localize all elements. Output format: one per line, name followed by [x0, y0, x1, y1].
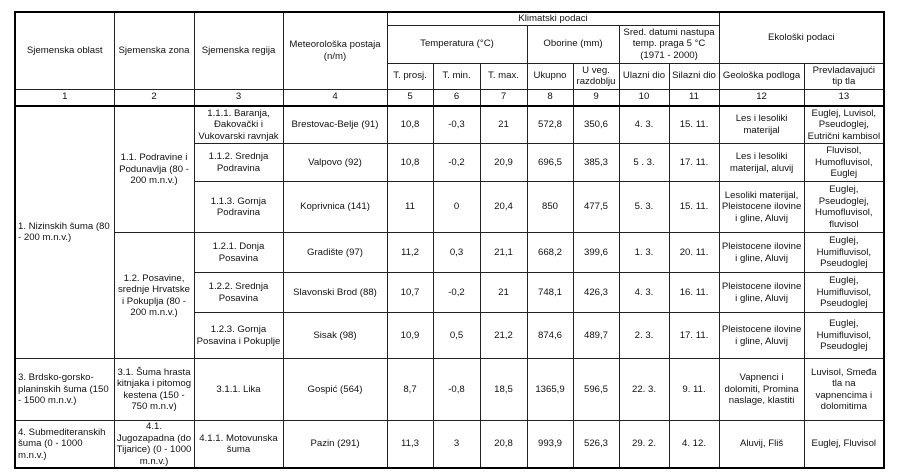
- value-cell: 850: [527, 182, 573, 233]
- column-number: 11: [669, 89, 719, 106]
- value-cell: 385,3: [573, 144, 619, 182]
- value-cell: 20,4: [480, 182, 527, 233]
- column-number: 6: [433, 89, 480, 106]
- postaja-cell: Valpovo (92): [283, 144, 387, 182]
- value-cell: 0,5: [433, 313, 480, 359]
- header-postaja: Meteorološka postaja (n/m): [283, 12, 387, 89]
- column-number: 8: [527, 89, 573, 106]
- value-cell: 1365,9: [527, 359, 573, 421]
- header-oblast: Sjemenska oblast: [15, 12, 114, 89]
- value-cell: Euglej, Pseudoglej, Humofluvisol, fluvisol: [804, 182, 884, 233]
- value-cell: Euglej, Humifluvisol, Pseudoglej: [804, 273, 884, 313]
- value-cell: Euglej, Humifluvisol, Pseudoglej: [804, 313, 884, 359]
- postaja-cell: Slavonski Brod (88): [283, 273, 387, 313]
- column-number: 13: [804, 89, 884, 106]
- zona-cell: 1.2. Posavine, srednje Hrvatske i Pokuplja (80 - 200 m.n.v.): [114, 233, 194, 359]
- regija-cell: 1.1.1. Baranja, Đakovački i Vukovarski ravnjak: [194, 106, 283, 144]
- column-number: 10: [619, 89, 669, 106]
- value-cell: 5 . 3.: [619, 144, 669, 182]
- regija-cell: 1.2.3. Gornja Posavina i Pokuplje: [194, 313, 283, 359]
- value-cell: 489,7: [573, 313, 619, 359]
- value-cell: 9. 11.: [669, 359, 719, 421]
- climate-data-table: [14, 11, 885, 469]
- subheader-4: U veg. razdoblju: [573, 63, 619, 89]
- value-cell: 8,7: [387, 359, 433, 421]
- value-cell: 18,5: [480, 359, 527, 421]
- value-cell: 477,5: [573, 182, 619, 233]
- value-cell: 11,3: [387, 421, 433, 469]
- value-cell: 2. 3.: [619, 313, 669, 359]
- value-cell: 11,2: [387, 233, 433, 273]
- value-cell: Euglej, Humifluvisol, Pseudoglej: [804, 233, 884, 273]
- value-cell: Pleistocene ilovine i gline, Aluvij: [719, 233, 804, 273]
- oblast-cell: 3. Brdsko-gorsko-planinskih šuma (150 - 1500 m.n.v.): [15, 359, 114, 421]
- value-cell: -0,2: [433, 273, 480, 313]
- value-cell: 596,5: [573, 359, 619, 421]
- oblast-cell: 1. Nizinskih šuma (80 - 200 m.n.v.): [15, 106, 114, 359]
- value-cell: Lesoliki materijal, Pleistocene ilovine i gline, Aluvij: [719, 182, 804, 233]
- column-number: 3: [194, 89, 283, 106]
- postaja-cell: Koprivnica (141): [283, 182, 387, 233]
- value-cell: 4. 12.: [669, 421, 719, 469]
- subheader-7: Geološka podloga: [719, 63, 804, 89]
- value-cell: -0,2: [433, 144, 480, 182]
- regija-cell: 1.2.2. Srednja Posavina: [194, 273, 283, 313]
- value-cell: 15. 11.: [669, 106, 719, 144]
- value-cell: 17. 11.: [669, 144, 719, 182]
- value-cell: 17. 11.: [669, 313, 719, 359]
- value-cell: 10,8: [387, 106, 433, 144]
- table-row: [15, 233, 884, 273]
- value-cell: 572,8: [527, 106, 573, 144]
- value-cell: 696,5: [527, 144, 573, 182]
- value-cell: Euglej, Fluvisol: [804, 421, 884, 469]
- value-cell: 526,3: [573, 421, 619, 469]
- zona-cell: 3.1. Šuma hrasta kitnjaka i pitomog kestena (150 - 750 m.n.v): [114, 359, 194, 421]
- value-cell: 15. 11.: [669, 182, 719, 233]
- value-cell: 350,6: [573, 106, 619, 144]
- subheader-0: T. prosj.: [387, 63, 433, 89]
- value-cell: Les i lesoliki materijal: [719, 106, 804, 144]
- value-cell: 4. 3.: [619, 106, 669, 144]
- header-zona: Sjemenska zona: [114, 12, 194, 89]
- postaja-cell: Sisak (98): [283, 313, 387, 359]
- table-row: [15, 359, 884, 421]
- value-cell: 21: [480, 106, 527, 144]
- value-cell: 21,1: [480, 233, 527, 273]
- zona-cell: 1.1. Podravine i Podunavlja (80 - 200 m.n.v.): [114, 106, 194, 233]
- value-cell: Pleistocene ilovine i gline, Aluvij: [719, 313, 804, 359]
- value-cell: 29. 2.: [619, 421, 669, 469]
- postaja-cell: Gospić (564): [283, 359, 387, 421]
- zona-cell: 4.1. Jugozapadna (do Tijarice) (0 - 1000 m.n.v.): [114, 421, 194, 469]
- table-row: [15, 106, 884, 144]
- value-cell: 5. 3.: [619, 182, 669, 233]
- column-number: 12: [719, 89, 804, 106]
- value-cell: 993,9: [527, 421, 573, 469]
- oblast-cell: 4. Submediteranskih šuma (0 - 1000 m.n.v.): [15, 421, 114, 469]
- regija-cell: 1.1.3. Gornja Podravina: [194, 182, 283, 233]
- column-number: 2: [114, 89, 194, 106]
- value-cell: 21: [480, 273, 527, 313]
- regija-cell: 3.1.1. Lika: [194, 359, 283, 421]
- subheader-8: Prevladavajući tip tla: [804, 63, 884, 89]
- postaja-cell: Gradište (97): [283, 233, 387, 273]
- value-cell: -0,8: [433, 359, 480, 421]
- value-cell: 0: [433, 182, 480, 233]
- postaja-cell: Brestovac-Belje (91): [283, 106, 387, 144]
- value-cell: 22. 3.: [619, 359, 669, 421]
- subheader-1: T. min.: [433, 63, 480, 89]
- postaja-cell: Pazin (291): [283, 421, 387, 469]
- value-cell: 20. 11.: [669, 233, 719, 273]
- subheader-2: T. max.: [480, 63, 527, 89]
- column-number: 9: [573, 89, 619, 106]
- value-cell: Les i lesoliki materijal, aluvij: [719, 144, 804, 182]
- column-number: 7: [480, 89, 527, 106]
- subheader-5: Ulazni dio: [619, 63, 669, 89]
- value-cell: 20,8: [480, 421, 527, 469]
- header-klimatski: Klimatski podaci: [387, 12, 719, 25]
- value-cell: 668,2: [527, 233, 573, 273]
- value-cell: 16. 11.: [669, 273, 719, 313]
- value-cell: 11: [387, 182, 433, 233]
- value-cell: 4. 3.: [619, 273, 669, 313]
- regija-cell: 1.2.1. Donja Posavina: [194, 233, 283, 273]
- column-number: 1: [15, 89, 114, 106]
- value-cell: Aluvij, Fliš: [719, 421, 804, 469]
- value-cell: 10,8: [387, 144, 433, 182]
- subheader-6: Silazni dio: [669, 63, 719, 89]
- value-cell: 21,2: [480, 313, 527, 359]
- header-temperatura: Temperatura (°C): [387, 25, 527, 63]
- value-cell: 399,6: [573, 233, 619, 273]
- header-ekoloski: Ekološki podaci: [719, 12, 884, 63]
- subheader-3: Ukupno: [527, 63, 573, 89]
- column-number: 4: [283, 89, 387, 106]
- value-cell: 10,9: [387, 313, 433, 359]
- value-cell: Luvisol, Smeđa tla na vapnencima i dolomitima: [804, 359, 884, 421]
- header-regija: Sjemenska regija: [194, 12, 283, 89]
- value-cell: 20,9: [480, 144, 527, 182]
- value-cell: 874,6: [527, 313, 573, 359]
- value-cell: Euglej, Luvisol, Pseudoglej, Eutrični kambisol: [804, 106, 884, 144]
- value-cell: 748,1: [527, 273, 573, 313]
- value-cell: Fluvisol, Humofluvisol, Euglej: [804, 144, 884, 182]
- value-cell: 0,3: [433, 233, 480, 273]
- header-oborine: Oborine (mm): [527, 25, 619, 63]
- value-cell: -0,3: [433, 106, 480, 144]
- table-row: [15, 421, 884, 469]
- value-cell: Pleistocene ilovine i gline, Aluvij: [719, 273, 804, 313]
- regija-cell: 1.1.2. Srednja Podravina: [194, 144, 283, 182]
- value-cell: 10,7: [387, 273, 433, 313]
- column-number: 5: [387, 89, 433, 106]
- value-cell: 426,3: [573, 273, 619, 313]
- regija-cell: 4.1.1. Motovunska šuma: [194, 421, 283, 469]
- header-datumi: Sred. datumi nastupa temp. praga 5 °C (1971 - 2000): [619, 25, 719, 63]
- value-cell: 1. 3.: [619, 233, 669, 273]
- value-cell: 3: [433, 421, 480, 469]
- value-cell: Vapnenci i dolomiti, Promina naslage, klastiti: [719, 359, 804, 421]
